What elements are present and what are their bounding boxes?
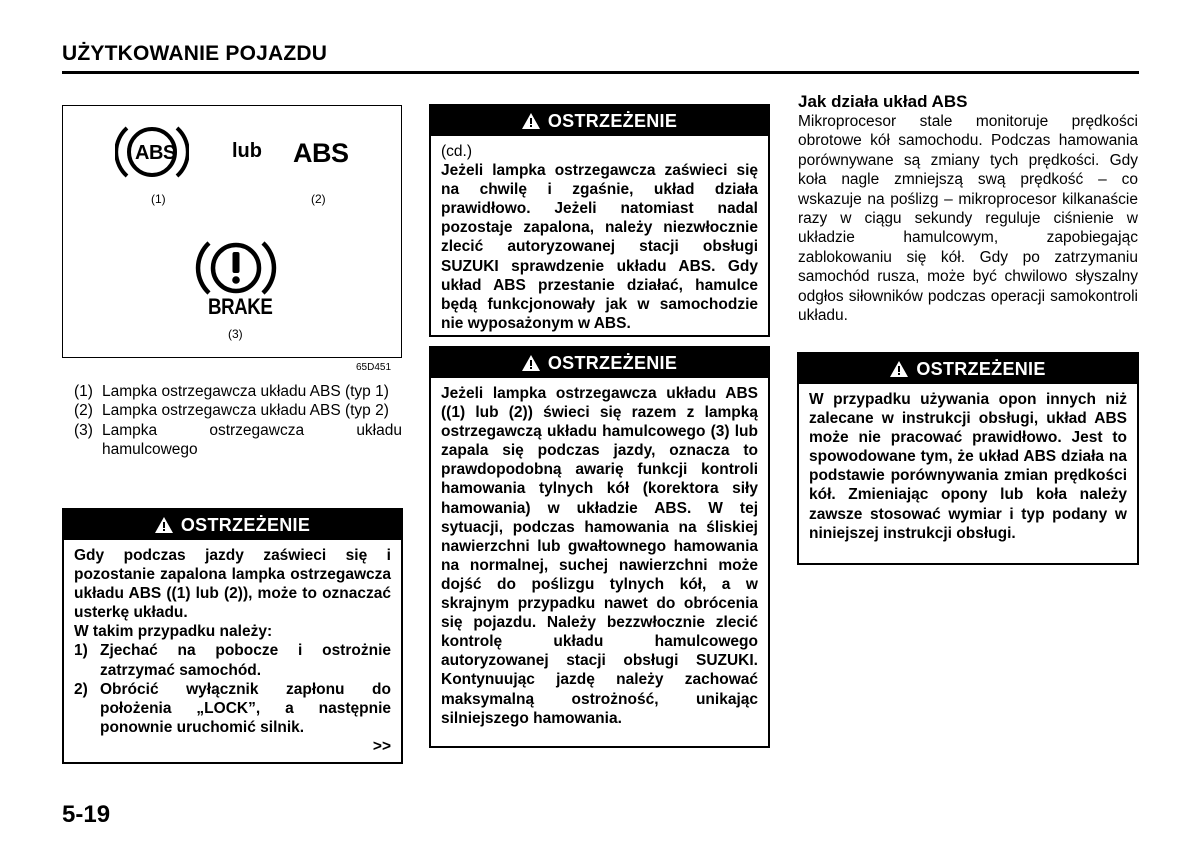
- legend-text: Lampka ostrzegawcza układu ABS (typ 1): [102, 383, 389, 400]
- legend-num: (3): [74, 421, 93, 439]
- warning-lamps-figure: [62, 105, 402, 358]
- or-text: lub: [232, 140, 262, 162]
- warning-box-mid-1: [429, 104, 770, 337]
- abs-text-lamp: ABS: [293, 138, 349, 168]
- warning-step: [74, 680, 391, 737]
- continued-marker: >>: [372, 737, 391, 755]
- step-num: 2): [74, 680, 88, 698]
- warning-step: [74, 641, 391, 679]
- section-title: Jak działa układ ABS: [798, 92, 968, 111]
- legend-text: Lampka ostrzegawcza układu hamulcowego: [102, 421, 402, 459]
- legend-item: [74, 401, 402, 420]
- warning-text: W przypadku używania opon innych niż zalecane w instrukcji obsługi, układ ABS może nie pracować prawidłowo. Jest to spowodowane tym, że układ ABS działa na podstawie porównywania zmian prędkości kół. Zmieniając opony lub koła należy zawsze stosować wymiar i typ podany w niniejszej instrukcji obsługi.: [809, 391, 1127, 542]
- warning-body: [64, 540, 401, 760]
- warning-triangle-icon: [522, 113, 540, 129]
- abs-lamp-label: ABS: [135, 142, 176, 164]
- continued-label: (cd.): [441, 143, 472, 160]
- legend-num: (2): [74, 402, 93, 420]
- legend-item: [74, 421, 402, 460]
- warning-header: [799, 354, 1137, 384]
- warning-header: [431, 106, 768, 136]
- figure-label-2: (2): [311, 192, 326, 206]
- warning-body: [431, 136, 768, 337]
- warning-triangle-icon: [522, 355, 540, 371]
- section-text: Mikroprocesor stale monitoruje prędkości obrotowe kół samochodu. Podczas hamowania porównywane są zmiany tych prędkości. Gdy koła nagle zmniejszą swą prędkość – co wskazuje na poślizg – mikroprocesor kilkanaście razy w ciągu sekundy reguluje ciśnienie w układzie hamulcowym, zapobiegając zablokowaniu się kół. Gdy po zatrzymaniu samochód rusza, może być chwilowo słyszalny odgłos siłowników podczas operacji samokontroli układu.: [798, 113, 1138, 325]
- warning-text: Jeżeli lampka ostrzegawcza zaświeci się na chwilę i zgaśnie, układ działa prawidłowo. Jeżeli natomiast nadal pozostaje zapalona, należy niezwłocznie zlecić autoryzowanej stacji obsługi SUZUKI sprawdzenie układu ABS. Gdy układ ABS przestanie działać, hamulce będą funkcjonowały jak w samochodzie nie wyposażonym w ABS.: [441, 162, 758, 332]
- warning-title: OSTRZEŻENIE: [916, 358, 1046, 379]
- figure-code: 65D451: [356, 362, 392, 373]
- header-rule: [62, 71, 1139, 74]
- legend-item: [74, 382, 402, 401]
- page-number: 5-19: [62, 801, 111, 828]
- legend-text: Lampka ostrzegawcza układu ABS (typ 2): [102, 402, 389, 420]
- warning-body: [799, 384, 1137, 547]
- warning-header: [64, 510, 401, 540]
- warning-title: OSTRZEŻENIE: [180, 514, 311, 535]
- warning-header: [431, 348, 768, 378]
- warning-intro: Gdy podczas jazdy zaświeci się i pozostanie zapalona lampka ostrzegawcza układu ABS ((1) lub (2)), może to oznaczać usterkę układu.: [74, 547, 391, 622]
- step-num: 1): [74, 642, 88, 660]
- figure-label-1: (1): [151, 192, 166, 206]
- brake-lamp-label: BRAKE: [208, 294, 273, 319]
- figure-legend: [74, 382, 402, 460]
- warning-body: [431, 378, 768, 732]
- figure-label-3: (3): [228, 327, 243, 341]
- warning-box-left: [62, 508, 403, 764]
- warning-text: Jeżeli lampka ostrzegawcza układu ABS ((1) lub (2)) świeci się razem z lampką ostrzegawczą układu hamulcowego (3) lub zapala się podczas jazdy, oznacza to prawdopodobną awarię funkcji kontroli hamowania tylnych kół (korektora siły hamowania) w układzie ABS. W tej sytuacji, podczas hamowania na śliskiej nawierzchni lub gwałtownego hamowania na normalnej, suchej nawierzchni może dojść do poślizgu tylnych kół, a w skrajnym przypadku nawet do obrócenia się pojazdu. Należy bezzwłocznie zlecić kontrolę układu hamulcowego autoryzowanej stacji obsługi SUZUKI. Kontynuując jazdę należy zachować maksymalną ostrożność, unikając silniejszego hamowania.: [441, 385, 758, 727]
- step-text: Obrócić wyłącznik zapłonu do położenia „LOCK”, a następnie ponownie uruchomić silnik.: [100, 680, 391, 736]
- page-title: UŻYTKOWANIE POJAZDU: [62, 42, 328, 65]
- legend-num: (1): [74, 383, 93, 400]
- brake-lamp-icon: [194, 234, 278, 302]
- warning-title: OSTRZEŻENIE: [547, 110, 678, 131]
- warning-box-mid-2: [429, 346, 770, 748]
- warning-triangle-icon: [890, 361, 908, 377]
- step-text: Zjechać na pobocze i ostrożnie zatrzymać samochód.: [100, 642, 391, 679]
- warning-lead: W takim przypadku należy:: [74, 623, 273, 641]
- warning-triangle-icon: [155, 517, 173, 533]
- warning-box-right: [797, 352, 1139, 565]
- warning-title: OSTRZEŻENIE: [547, 352, 678, 373]
